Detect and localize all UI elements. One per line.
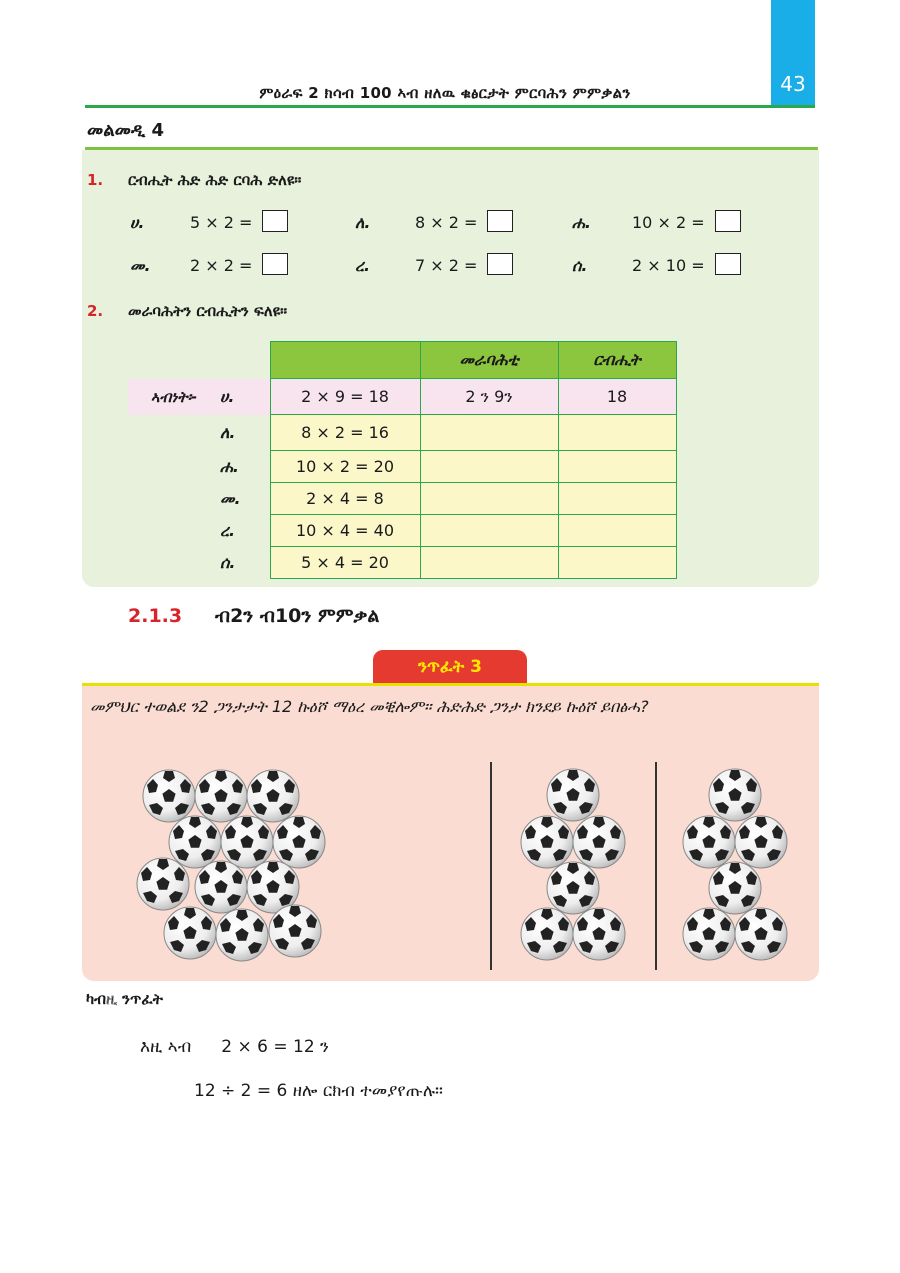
table-row-example (128, 379, 676, 415)
summary-line-1: እዚ ኣብ 2 × 6 = 12 ን (140, 1037, 329, 1057)
table-row (128, 483, 676, 515)
group-divider (655, 762, 657, 970)
row-expression: 10 × 2 = 20 (270, 451, 420, 483)
answer-box[interactable] (715, 253, 741, 275)
table-row (128, 451, 676, 483)
table-header-factors: መራባሕቲ (420, 342, 558, 379)
row-label: ሐ. (220, 456, 239, 476)
subsection-number: 2.1.3 (128, 605, 183, 627)
row-label: መ. (220, 488, 241, 508)
table-row (128, 515, 676, 547)
table-row (128, 415, 676, 451)
factors-table (128, 341, 677, 579)
row-factors-input[interactable] (420, 483, 558, 515)
answer-box[interactable] (715, 210, 741, 232)
q1-item: መ. 2 × 2 = (130, 253, 288, 276)
table-header-row (128, 342, 676, 379)
table-header-empty (270, 342, 420, 379)
chapter-header: ምዕራፍ 2 ክሳብ 100 ኣብ ዘለዉ ቁፅርታት ምርባሕን ምምቃልን (259, 84, 631, 102)
row-product-input[interactable] (558, 515, 676, 547)
answer-box[interactable] (262, 210, 288, 232)
row-label: ረ. (220, 520, 236, 540)
row-factors-input[interactable] (420, 515, 558, 547)
row-label: ሀ. (220, 379, 270, 415)
row-product-input[interactable] (558, 415, 676, 451)
header-rule (85, 105, 815, 108)
answer-box[interactable] (487, 210, 513, 232)
activity-badge: ንጥፈት 3 (373, 650, 527, 684)
row-expression: 8 × 2 = 16 (270, 415, 420, 451)
row-expression: 2 × 4 = 8 (270, 483, 420, 515)
row-factors-input[interactable] (420, 415, 558, 451)
row-product-input[interactable] (558, 547, 676, 579)
row-factors: 2 ን 9ን (420, 379, 558, 415)
subsection-title: ብ2ን ብ10ን ምምቃል (215, 605, 380, 627)
answer-box[interactable] (487, 253, 513, 275)
row-product-input[interactable] (558, 483, 676, 515)
page-number: 43 (780, 72, 806, 96)
example-label: ኣብነት፡- (128, 379, 220, 415)
summary-label: ካብዚ ንጥፈት (86, 990, 163, 1008)
row-expression: 2 × 9 = 18 (270, 379, 420, 415)
q1-item: ረ. 7 × 2 = (355, 253, 513, 276)
q1-item: ሰ. 2 × 10 = (572, 253, 741, 276)
activity-text: መምህር ተወልደ ን2 ጋንታታት 12 ኩዕሾ ማዕረ መቒሎም። ሕድሕድ ጋንታ ክንደይ ኩዕሾ ይበፅሓ? (90, 697, 649, 716)
q1-item: ሀ. 5 × 2 = (130, 210, 288, 233)
question-1-text: ርብሒት ሕድ ሕድ ርባሕ ድለዩ። (128, 171, 302, 189)
question-1-number: 1. (87, 171, 104, 189)
table-header-product: ርብሒት (558, 342, 676, 379)
row-factors-input[interactable] (420, 451, 558, 483)
question-2-number: 2. (87, 302, 104, 320)
q1-item: ለ. 8 × 2 = (355, 210, 513, 233)
row-expression: 10 × 4 = 40 (270, 515, 420, 547)
summary-line-2: 12 ÷ 2 = 6 ዘሎ ርክብ ተመያየጡሉ። (194, 1081, 443, 1101)
row-factors-input[interactable] (420, 547, 558, 579)
question-2-text: መራባሕትን ርብሒትን ፍለዩ። (128, 302, 288, 320)
row-expression: 5 × 4 = 20 (270, 547, 420, 579)
q1-item: ሐ. 10 × 2 = (572, 210, 741, 233)
section-title: መልመዲ 4 (87, 120, 165, 141)
row-label: ለ. (220, 422, 236, 442)
row-label: ሰ. (220, 552, 236, 572)
answer-box[interactable] (262, 253, 288, 275)
row-product-input[interactable] (558, 451, 676, 483)
group-divider (490, 762, 492, 970)
activity-box (82, 686, 819, 981)
table-row (128, 547, 676, 579)
row-product: 18 (558, 379, 676, 415)
